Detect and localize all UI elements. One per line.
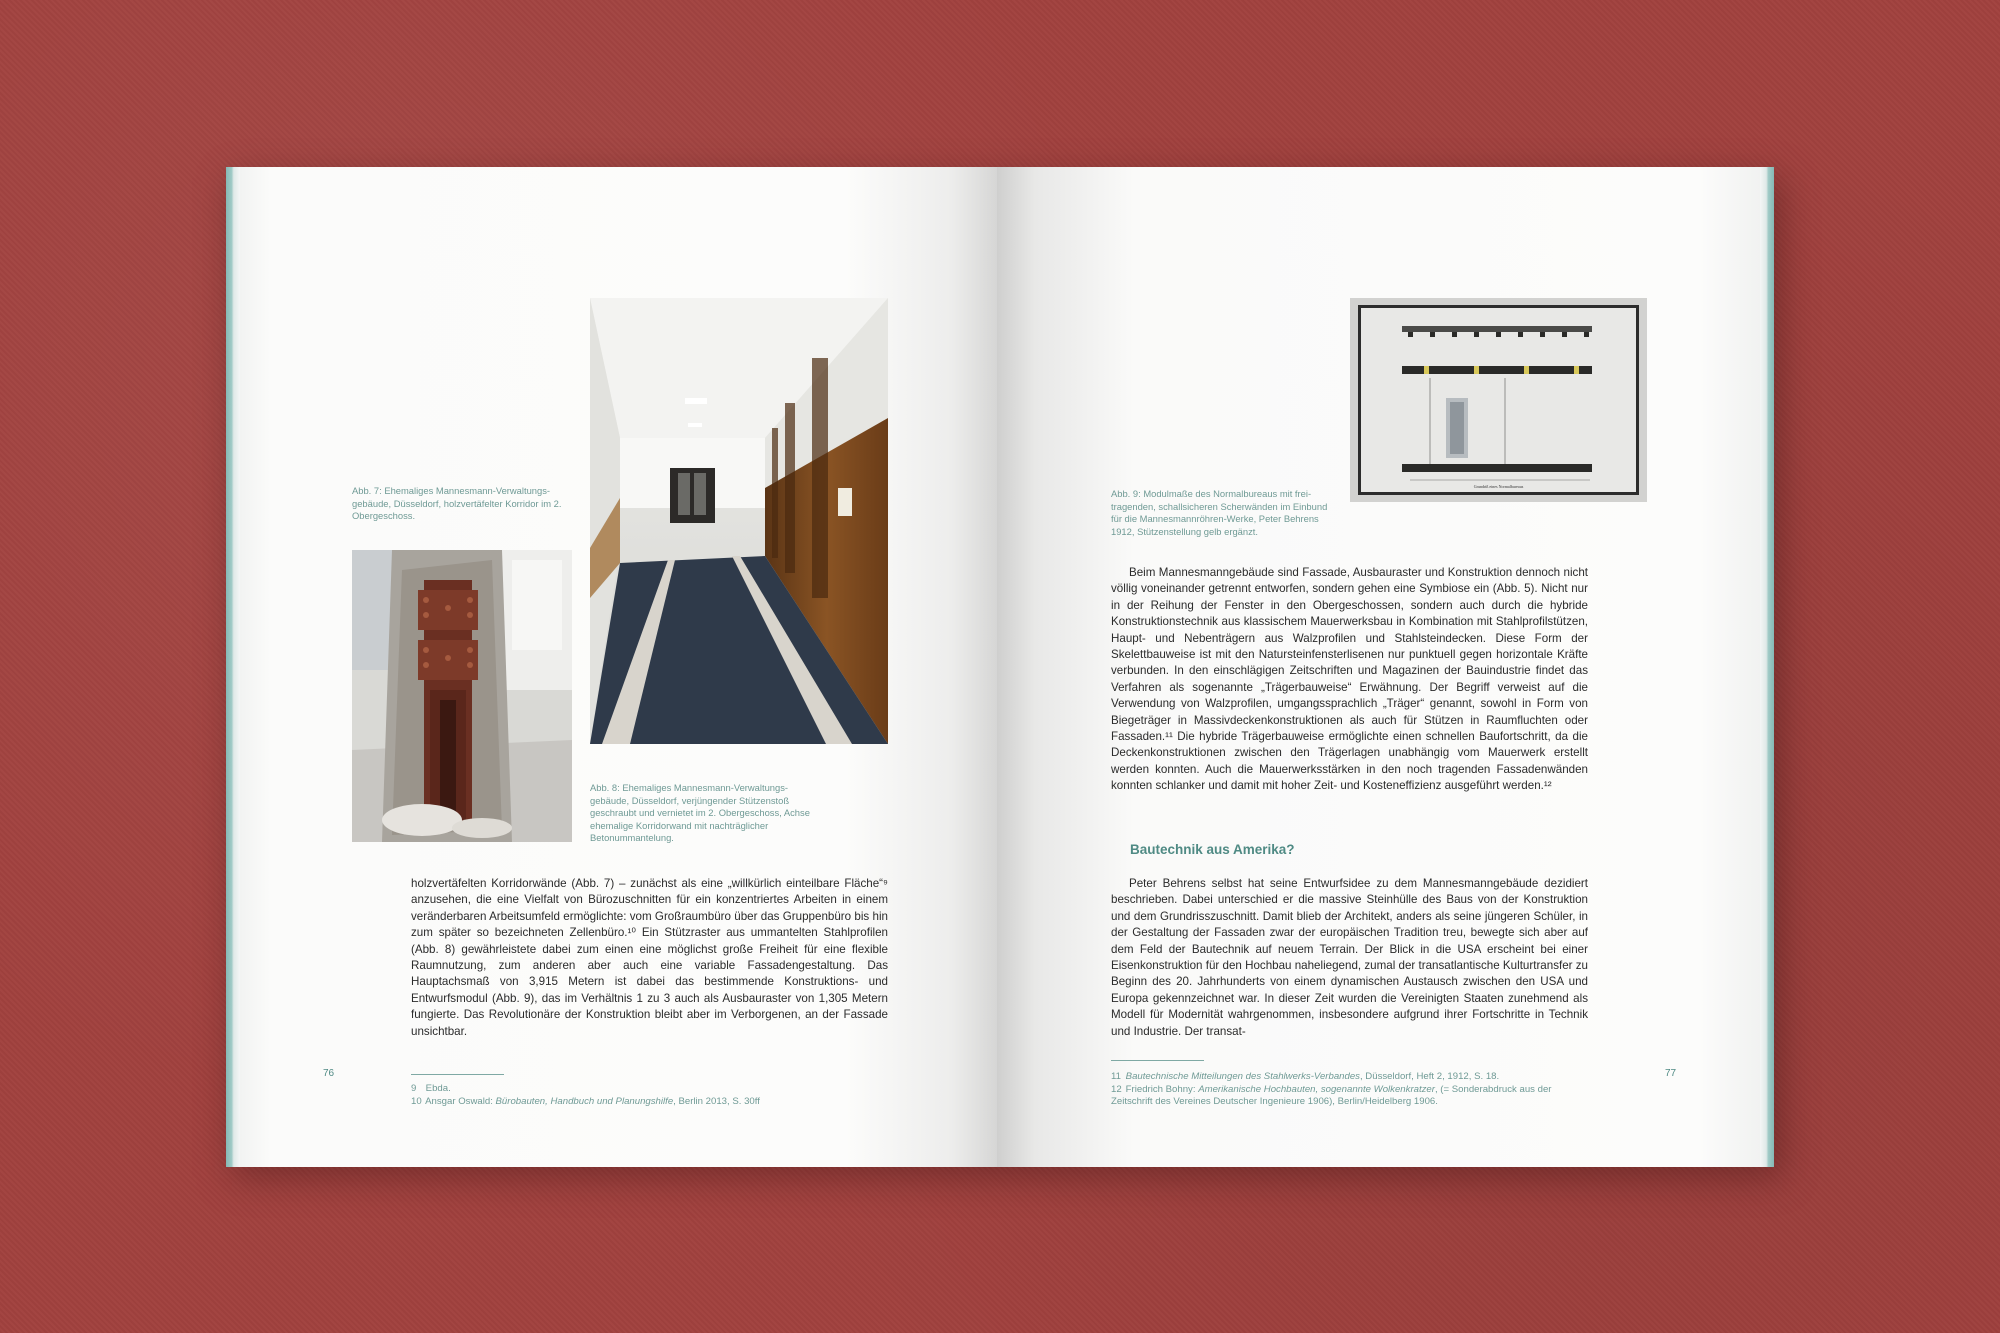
fig8-caption: Abb. 8: Ehemaliges Mannesmann-Verwaltungs-gebäude, Düsseldorf, verjüngender Stützenstoß geschraubt und vernietet im 2. Obergeschoss, Achse ehemalige Korridorwand mit nachträglicher Betonummantelung. (590, 782, 810, 844)
footnote-12-title: Amerikanische Hochbauten, sogenannte Wolkenkratzer (1198, 1083, 1435, 1095)
footnotes-left (411, 1083, 831, 1108)
footnote-12-rest: , (= Sonderabdruck aus der (1434, 1083, 1552, 1095)
footnote-12-number: 12 (1111, 1083, 1122, 1095)
corridor-photo (590, 298, 888, 744)
footnote-rule-left (411, 1074, 504, 1075)
footnote-rule-right (1111, 1060, 1204, 1061)
footnote-10-number: 10 (411, 1095, 422, 1107)
left-body-paragraph: holzvertäfelten Korridorwände (Abb. 7) – zunächst als eine „willkürlich einteilbare Fläche“⁹ anzusehen, die eine Vielfalt von Bürozuschnitten für ein konzentriertes Arbeiten in einem veränderbaren Arbeitsumfeld ermöglichte: vom Großraumbüro über das Gruppenbüro bis hin zum später so bezeichneten Zellenbüro.¹⁰ Ein Stützraster aus ummantelten Stahlprofilen (Abb. 8) gewährleistete dabei zum einen eine möglichst große Freiheit für eine flexible Raumnutzung, zum anderen aber auch eine variable Fassadengestaltung. Das Hauptachsmaß von 3,915 Metern ist dabei das bestimmende Konstruktions- und Entwurfsmodul (Abb. 9), das im Verhältnis 1 zu 3 auch als Ausbauraster von 1,305 Metern fungierte. Das Revolutionäre der Konstruktion bleibt aber im Verborgenen, an der Fassade unsichtbar. (411, 877, 888, 1038)
footnote-9 (411, 1083, 831, 1096)
book-edge-right (1760, 167, 1774, 1167)
right-body-paragraph-1: Beim Mannesmanngebäude sind Fassade, Ausbauraster und Konstruktion dennoch nicht völlig voneinander getrennt entworfen, sondern gehen eine Symbiose ein (Abb. 5). Nicht nur in der Reihung der Fenster in den Obergeschossen, sondern auch durch die hybride Konstruktionstechnik aus klassischem Mauerwerksbau in Kombination mit Stahlprofilstützen, Haupt- und Nebenträgern aus Walzprofilen und Stahlsteindecken. Diese Form der Skelettbauweise ist mit den Natursteinfensterlisenen nur punktuell gegen horizontale Kräfte verbunden. In den einschlägigen Zeitschriften und Magazinen der Bauindustrie findet das Verfahren als sogenannte „Trägerbauweise“ Erwähnung. Der Begriff verweist auf die Verwendung von Walzprofilen, umgangssprachlich „Träger“ genannt, sowohl in Form von Biegeträger in Massivdeckenkonstruktionen als auch für Stützen in Raumfluchten oder Fassaden.¹¹ Die hybride Trägerbauweise ermöglichte einen schnellen Baufortschritt, da die Deckenkonstruktionen zwischen den Trägerlagen unabhängig vom Mauerwerk erstellt werden konnten. Auch die Mauerwerksstärken in den noch tragenden Fassadenwänden konnten schlanker und damit mit hoher Zeit- und Kosteneffizienz ausgeführt werden.¹² (1111, 566, 1588, 793)
footnote-11-number: 11 (1111, 1071, 1121, 1082)
fig9-caption: Abb. 9: Modulmaße des Normalbureaus mit frei-tragenden, schallsicheren Scherwänden im Einbund für die Mannesmannröhren-Werke, Peter Behrens 1912, Stützenstellung gelb ergänzt. (1111, 488, 1328, 537)
right-page (997, 167, 1760, 1167)
footnote-12 (1111, 1084, 1591, 1097)
footnote-10 (411, 1096, 831, 1109)
footnote-11-rest: , Düsseldorf, Heft 2, 1912, S. 18. (1359, 1071, 1500, 1082)
footnote-12-author: Friedrich Bohny: (1125, 1083, 1199, 1095)
page-number-right: 77 (1665, 1068, 1677, 1079)
right-body-text-2 (1111, 876, 1588, 1040)
section-heading: Bautechnik aus Amerika? (1130, 842, 1295, 857)
page-number-left: 76 (323, 1068, 335, 1079)
footnote-11 (1111, 1071, 1591, 1084)
footnote-9-number: 9 (411, 1083, 417, 1094)
plan-label: Grundriß eines Normalbureaus (1473, 484, 1524, 489)
right-body-text-1 (1111, 565, 1588, 795)
right-body-paragraph-2: Peter Behrens selbst hat seine Entwurfsidee zu dem Mannesmanngebäude dezidiert beschrieben. Dabei unterschied er die massive Steinhülle des Baus von der Konstruktion und dem Grundrisszuschnitt. Damit blieb der Architekt, anders als seine jüngeren Schüler, in der Gestaltung der Fassaden zwar der europäischen Tradition treu, bewegte sich aber auf dem Feld der Bautechnik auf neuem Terrain. Der Blick in die USA erscheint bei einer Eisenkonstruktion für den Hochbau naheliegend, zumal der transatlantische Kulturtransfer zu Beginn des 20. Jahrhunderts von einem dynamischen Austausch zwischen den USA und Europa gekennzeichnet war. In dieser Zeit wurden die Vereinigten Staaten zunehmend als Modell für Modernität wahrgenommen, insbesondere aufgrund ihrer Fortschritte in Technik und Industrie. Der transat- (1111, 877, 1588, 1038)
fig7-caption: Abb. 7: Ehemaliges Mannesmann-Verwaltungs-gebäude, Düsseldorf, holzvertäfelter Korridor im 2. Obergeschoss. (352, 485, 562, 522)
footnote-10-author: Ansgar Oswald: (425, 1095, 496, 1107)
footnote-10-rest: , Berlin 2013, S. 30ff (673, 1095, 760, 1107)
footnote-10-title: Bürobauten, Handbuch und Planungshilfe (495, 1095, 674, 1107)
footnote-12-line2: Zeitschrift des Vereines Deutscher Ingenieure 1906), Berlin/Heidelberg 1906. (1111, 1096, 1438, 1108)
steel-column-photo (352, 550, 572, 842)
left-page (240, 167, 997, 1167)
footnote-9-text: Ebda. (425, 1083, 451, 1094)
floor-plan-image (1350, 298, 1647, 502)
footnotes-right (1111, 1071, 1591, 1109)
left-body-text (411, 876, 888, 1040)
book-edge-left (226, 167, 240, 1167)
footnote-11-title: Bautechnische Mitteilungen des Stahlwerks-Verbandes (1125, 1071, 1360, 1082)
